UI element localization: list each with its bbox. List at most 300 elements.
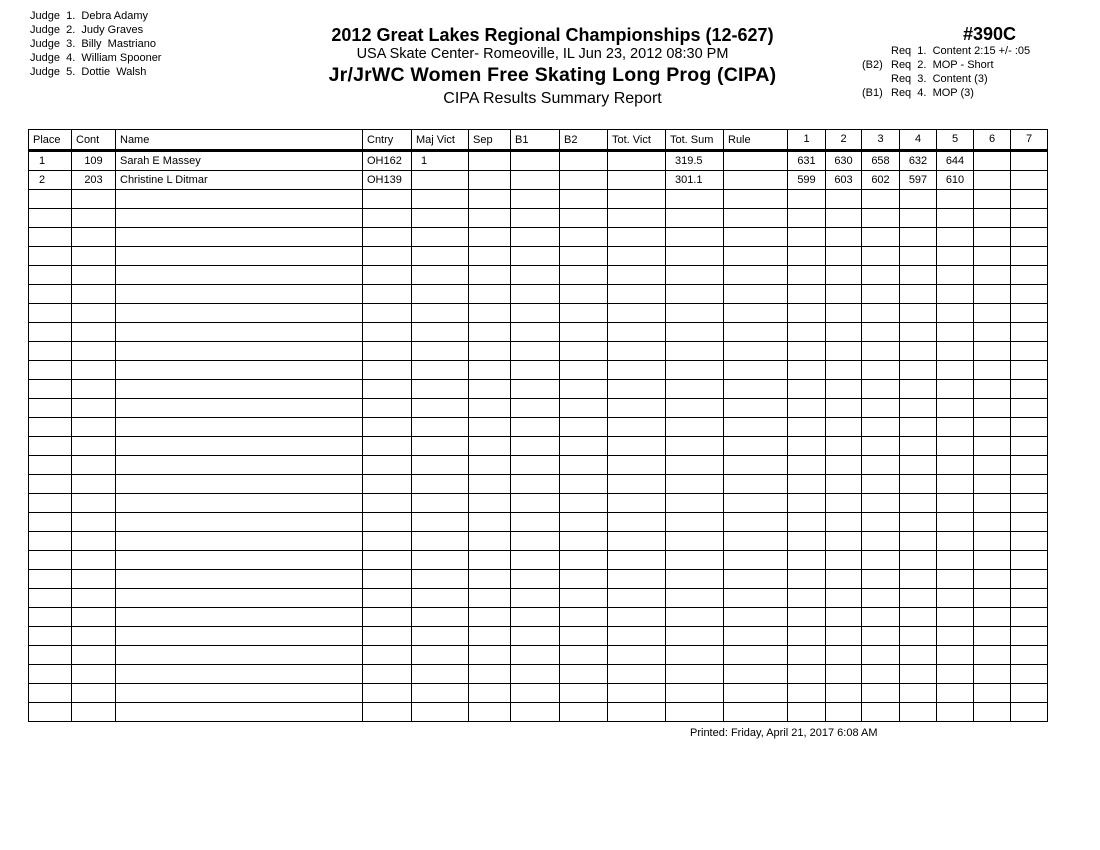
cell-judge-3: 602 [862,171,900,190]
cell-empty [862,209,900,228]
cell-empty [116,684,363,703]
cell-empty [412,304,469,323]
cell-empty [511,589,560,608]
cell-empty [788,532,826,551]
cell-empty [724,418,788,437]
cell-empty [724,532,788,551]
table-row-empty [29,437,1048,456]
cell-empty [974,418,1011,437]
cell-empty [666,361,724,380]
cell-empty [788,228,826,247]
cell-empty [937,247,974,266]
cell-empty [116,209,363,228]
cell-empty [900,418,937,437]
cell-empty [469,342,511,361]
cell-empty [788,361,826,380]
cell-empty [560,513,608,532]
cell-empty [511,228,560,247]
cell-empty [363,456,412,475]
cell-empty [900,247,937,266]
cell-empty [1011,494,1048,513]
cell-empty [826,608,862,627]
cell-empty [412,418,469,437]
cell-sep [469,171,511,190]
cell-empty [116,475,363,494]
cell-empty [608,418,666,437]
cell-empty [724,209,788,228]
judge-4 [30,51,161,65]
cell-empty [72,228,116,247]
cell-empty [363,380,412,399]
cell-empty [974,437,1011,456]
event-number: #390C [963,24,1017,44]
cell-empty [608,703,666,722]
cell-empty [666,399,724,418]
table-header-row [29,130,1048,151]
cell-empty [974,342,1011,361]
cell-empty [826,266,862,285]
cell-empty [826,323,862,342]
cell-empty [72,304,116,323]
cell-empty [900,703,937,722]
cell-empty [900,456,937,475]
cell-empty [116,418,363,437]
cell-empty [116,342,363,361]
cell-empty [608,323,666,342]
cell-empty [862,266,900,285]
cell-empty [72,627,116,646]
cell-empty [560,627,608,646]
cell-empty [788,570,826,589]
cell-empty [608,266,666,285]
cell-empty [116,646,363,665]
cell-empty [900,646,937,665]
col-tot-vict: Tot. Vict [608,130,666,151]
cell-empty [469,437,511,456]
cell-judge-6 [974,151,1011,171]
cell-empty [666,551,724,570]
cell-empty [1011,266,1048,285]
col-maj-vict: Maj Vict [412,130,469,151]
cell-empty [826,209,862,228]
cell-empty [412,266,469,285]
cell-empty [469,418,511,437]
cell-empty [724,475,788,494]
cell-empty [560,418,608,437]
col-sep: Sep [469,130,511,151]
table-row-empty [29,190,1048,209]
cell-empty [29,475,72,494]
cell-empty [826,589,862,608]
cell-empty [1011,589,1048,608]
cell-empty [862,399,900,418]
cell-empty [412,703,469,722]
cell-empty [724,437,788,456]
cell-b1 [511,171,560,190]
cell-empty [862,551,900,570]
cell-empty [862,418,900,437]
cell-empty [469,627,511,646]
cell-tot-vict [608,171,666,190]
cell-empty [826,646,862,665]
cell-empty [560,380,608,399]
cell-judge-4: 597 [900,171,937,190]
cell-empty [116,437,363,456]
cell-empty [862,513,900,532]
cell-empty [363,589,412,608]
cell-empty [900,665,937,684]
cell-judge-2: 603 [826,171,862,190]
cell-empty [862,627,900,646]
requirement-prefix: (B1) [862,87,883,99]
cell-empty [862,703,900,722]
cell-empty [826,475,862,494]
cell-empty [29,627,72,646]
cell-empty [363,418,412,437]
cell-empty [862,247,900,266]
cell-empty [900,399,937,418]
requirement-text: Req 2. MOP - Short [891,59,994,71]
cell-empty [826,418,862,437]
cell-empty [116,380,363,399]
cell-empty [608,247,666,266]
cell-empty [1011,551,1048,570]
cell-empty [511,456,560,475]
judge-name: William Spooner [81,52,162,64]
requirement-text: Req 1. Content 2:15 +/- :05 [891,45,1031,57]
cell-empty [29,399,72,418]
cell-empty [469,247,511,266]
cell-empty [363,627,412,646]
col-name: Name [116,130,363,151]
cell-empty [724,684,788,703]
table-row-empty [29,646,1048,665]
table-row-empty [29,323,1048,342]
cell-empty [511,608,560,627]
cell-empty [937,513,974,532]
cell-empty [29,456,72,475]
col-judge-6: 6 [974,130,1011,151]
cell-tot-vict [608,151,666,171]
cell-empty [72,551,116,570]
cell-empty [116,627,363,646]
cell-empty [29,665,72,684]
cell-empty [724,399,788,418]
cell-maj-vict [412,171,469,190]
cell-empty [560,494,608,513]
cell-empty [788,190,826,209]
cell-empty [937,228,974,247]
cell-empty [862,456,900,475]
cell-empty [608,684,666,703]
cell-empty [937,494,974,513]
cell-empty [469,494,511,513]
cell-empty [862,570,900,589]
competition-title: 2012 Great Lakes Regional Championships (12-627) [331,25,774,45]
cell-empty [412,209,469,228]
cell-empty [862,285,900,304]
cell-empty [900,361,937,380]
cell-cntry: OH162 [363,151,412,171]
cell-empty [826,513,862,532]
cell-empty [560,551,608,570]
cell-empty [116,323,363,342]
cell-empty [974,361,1011,380]
requirements-list [862,44,1030,100]
cell-empty [608,209,666,228]
cell-empty [1011,646,1048,665]
cell-empty [72,361,116,380]
cell-empty [116,551,363,570]
cell-empty [608,551,666,570]
cell-empty [363,684,412,703]
judge-label: Judge 1. [30,10,76,22]
cell-empty [788,380,826,399]
cell-empty [608,608,666,627]
table-row-empty [29,209,1048,228]
cell-empty [29,570,72,589]
cell-empty [560,684,608,703]
cell-empty [1011,361,1048,380]
cell-empty [788,266,826,285]
cell-empty [937,551,974,570]
cell-empty [937,190,974,209]
cell-empty [937,570,974,589]
cell-empty [29,513,72,532]
cell-empty [937,665,974,684]
cell-empty [862,228,900,247]
cell-empty [363,247,412,266]
cell-empty [511,513,560,532]
cell-empty [900,532,937,551]
cell-empty [724,380,788,399]
cell-empty [469,475,511,494]
cell-empty [412,247,469,266]
cell-empty [974,570,1011,589]
cell-empty [29,304,72,323]
cell-empty [560,456,608,475]
report-title-block [300,24,805,110]
cell-cntry: OH139 [363,171,412,190]
cell-empty [72,342,116,361]
table-row-empty [29,266,1048,285]
cell-empty [363,285,412,304]
judge-name: Debra Adamy [81,10,149,22]
cell-empty [469,266,511,285]
cell-empty [469,589,511,608]
table-row-empty [29,475,1048,494]
cell-name: Sarah E Massey [116,151,363,171]
cell-empty [900,475,937,494]
cell-empty [363,608,412,627]
cell-empty [29,494,72,513]
cell-empty [608,437,666,456]
cell-empty [469,209,511,228]
cell-empty [560,266,608,285]
table-row-empty [29,627,1048,646]
requirement-1 [862,44,1030,58]
cell-empty [560,570,608,589]
cell-empty [412,285,469,304]
cell-empty [363,665,412,684]
cell-empty [724,361,788,380]
col-tot-sum: Tot. Sum [666,130,724,151]
cell-empty [560,665,608,684]
cell-empty [469,665,511,684]
cell-empty [937,285,974,304]
cell-empty [666,304,724,323]
table-row-empty [29,589,1048,608]
cell-empty [72,608,116,627]
cell-empty [1011,475,1048,494]
cell-empty [116,228,363,247]
col-b2: B2 [560,130,608,151]
cell-empty [116,304,363,323]
cell-empty [666,380,724,399]
cell-empty [666,494,724,513]
cell-judge-5: 610 [937,171,974,190]
cell-empty [862,342,900,361]
cell-empty [608,285,666,304]
cell-empty [724,304,788,323]
cell-empty [1011,304,1048,323]
table-row-empty [29,342,1048,361]
cell-judge-1: 599 [788,171,826,190]
cell-empty [469,703,511,722]
col-cont: Cont [72,130,116,151]
cell-empty [560,589,608,608]
cell-empty [560,532,608,551]
col-judge-5: 5 [937,130,974,151]
cell-empty [974,323,1011,342]
requirement-text: Req 3. Content (3) [891,73,988,85]
cell-empty [608,475,666,494]
table-row-empty [29,361,1048,380]
cell-empty [412,228,469,247]
cell-empty [363,513,412,532]
cell-empty [72,684,116,703]
cell-empty [363,228,412,247]
cell-empty [974,209,1011,228]
cell-empty [116,247,363,266]
cell-empty [900,304,937,323]
judge-name: Billy Mastriano [81,38,156,50]
cell-empty [412,190,469,209]
cell-empty [974,228,1011,247]
cell-empty [116,532,363,551]
cell-empty [511,437,560,456]
cell-empty [72,646,116,665]
cell-empty [511,551,560,570]
cell-empty [363,532,412,551]
cell-empty [608,361,666,380]
cell-empty [560,228,608,247]
cell-empty [788,627,826,646]
cell-empty [788,323,826,342]
cell-empty [412,513,469,532]
requirement-text: Req 4. MOP (3) [891,87,974,99]
cell-empty [116,513,363,532]
cell-empty [72,285,116,304]
cell-empty [560,342,608,361]
cell-empty [724,494,788,513]
cell-empty [826,247,862,266]
cell-empty [788,589,826,608]
cell-empty [608,665,666,684]
cell-empty [29,285,72,304]
cell-empty [666,190,724,209]
cell-empty [72,399,116,418]
cell-empty [937,437,974,456]
cell-empty [72,380,116,399]
cell-empty [29,380,72,399]
col-place: Place [29,130,72,151]
cell-empty [608,456,666,475]
cell-empty [116,665,363,684]
cell-empty [826,361,862,380]
cell-empty [937,608,974,627]
cell-empty [974,285,1011,304]
table-row-empty [29,304,1048,323]
cell-empty [412,684,469,703]
cell-empty [469,456,511,475]
cell-empty [1011,228,1048,247]
cell-empty [1011,608,1048,627]
cell-empty [72,266,116,285]
cell-empty [29,361,72,380]
cell-b1 [511,151,560,171]
cell-empty [974,684,1011,703]
cell-empty [608,380,666,399]
cell-empty [666,627,724,646]
cell-empty [788,418,826,437]
cell-judge-7 [1011,151,1048,171]
col-cntry: Cntry [363,130,412,151]
cell-empty [788,209,826,228]
judge-name: Judy Graves [81,24,144,36]
cell-empty [412,646,469,665]
cell-b2 [560,171,608,190]
cell-empty [826,456,862,475]
cell-empty [363,209,412,228]
cell-empty [608,646,666,665]
col-rule: Rule [724,130,788,151]
cell-empty [666,228,724,247]
col-judge-7: 7 [1011,130,1048,151]
cell-empty [900,551,937,570]
cell-empty [29,532,72,551]
cell-rule [724,171,788,190]
col-judge-1: 1 [788,130,826,151]
cell-empty [608,494,666,513]
cell-empty [900,494,937,513]
cell-empty [724,342,788,361]
cell-empty [974,494,1011,513]
cell-empty [724,247,788,266]
cell-empty [1011,247,1048,266]
cell-empty [608,513,666,532]
cell-empty [937,209,974,228]
cell-empty [974,551,1011,570]
cell-empty [469,532,511,551]
cell-empty [788,399,826,418]
cell-empty [826,570,862,589]
cell-empty [363,551,412,570]
cell-empty [469,646,511,665]
table-row-empty [29,380,1048,399]
cell-empty [788,608,826,627]
cell-empty [862,589,900,608]
